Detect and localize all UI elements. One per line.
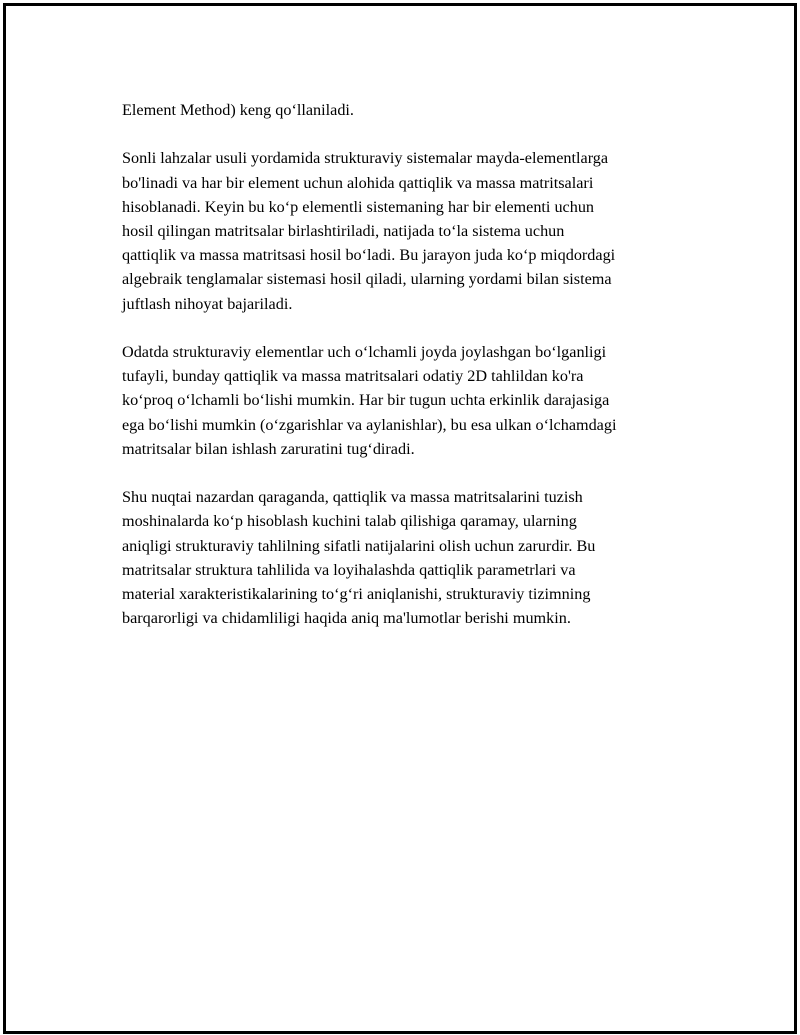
text-line: barqarorligi va chidamliligi haqida aniq ma'lumotlar berishi mumkin. bbox=[122, 609, 571, 628]
text-line: qattiqlik va massa matritsasi hosil bo‘ladi. Bu jarayon juda ko‘p miqdordagi bbox=[122, 246, 616, 265]
text-line: Element Method) keng qo‘llaniladi. bbox=[122, 101, 354, 119]
page-frame bbox=[3, 3, 797, 1034]
text-line: moshinalarda ko‘p hisoblash kuchini talab qilishiga qaramay, ularning bbox=[122, 512, 577, 531]
text-line: material xarakteristikalarining to‘g‘ri aniqlanishi, strukturaviy tizimning bbox=[122, 585, 591, 604]
text-line: ko‘proq o‘lchamli bo‘lishi mumkin. Har bir tugun uchta erkinlik darajasiga bbox=[122, 391, 610, 410]
text-line: ega bo‘lishi mumkin (o‘zgarishlar va aylanishlar), bu esa ulkan o‘lchamdagi bbox=[122, 415, 617, 434]
text-line: hisoblanadi. Keyin bu ko‘p elementli sistemaning har bir elementi uchun bbox=[122, 197, 595, 216]
text-line: tufayli, bunday qattiqlik va massa matritsalari odatiy 2D tahlildan ko'ra bbox=[122, 367, 584, 386]
text-line: bo'linadi va har bir element uchun alohida qattiqlik va massa matritsalari bbox=[122, 173, 594, 192]
text-line: juftlash nihoyat bajariladi. bbox=[122, 294, 293, 313]
text-line: matritsalar bilan ishlash zaruratini tug‘diradi. bbox=[122, 439, 415, 458]
paragraph-3 bbox=[122, 340, 707, 461]
text-line: Shu nuqtai nazardan qaraganda, qattiqlik va massa matritsalarini tuzish bbox=[122, 488, 583, 507]
paragraph-1 bbox=[122, 98, 707, 122]
text-line: algebraik tenglamalar sistemasi hosil qiladi, ularning yordami bilan sistema bbox=[122, 270, 612, 289]
text-line: aniqligi strukturaviy tahlilning sifatli natijalarini olish uchun zarurdir. Bu bbox=[122, 536, 596, 555]
text-line: Odatda strukturaviy elementlar uch o‘lchamli joyda joylashgan bo‘lganligi bbox=[122, 343, 607, 361]
document-body bbox=[122, 98, 707, 655]
text-line: Sonli lahzalar usuli yordamida strukturaviy sistemalar mayda-elementlarga bbox=[122, 149, 609, 168]
text-line: hosil qilingan matritsalar birlashtiriladi, natijada to‘la sistema uchun bbox=[122, 222, 565, 240]
text-line: matritsalar struktura tahlilida va loyihalashda qattiqlik parametrlari va bbox=[122, 560, 576, 579]
paragraph-2 bbox=[122, 146, 707, 315]
paragraph-4 bbox=[122, 485, 707, 630]
